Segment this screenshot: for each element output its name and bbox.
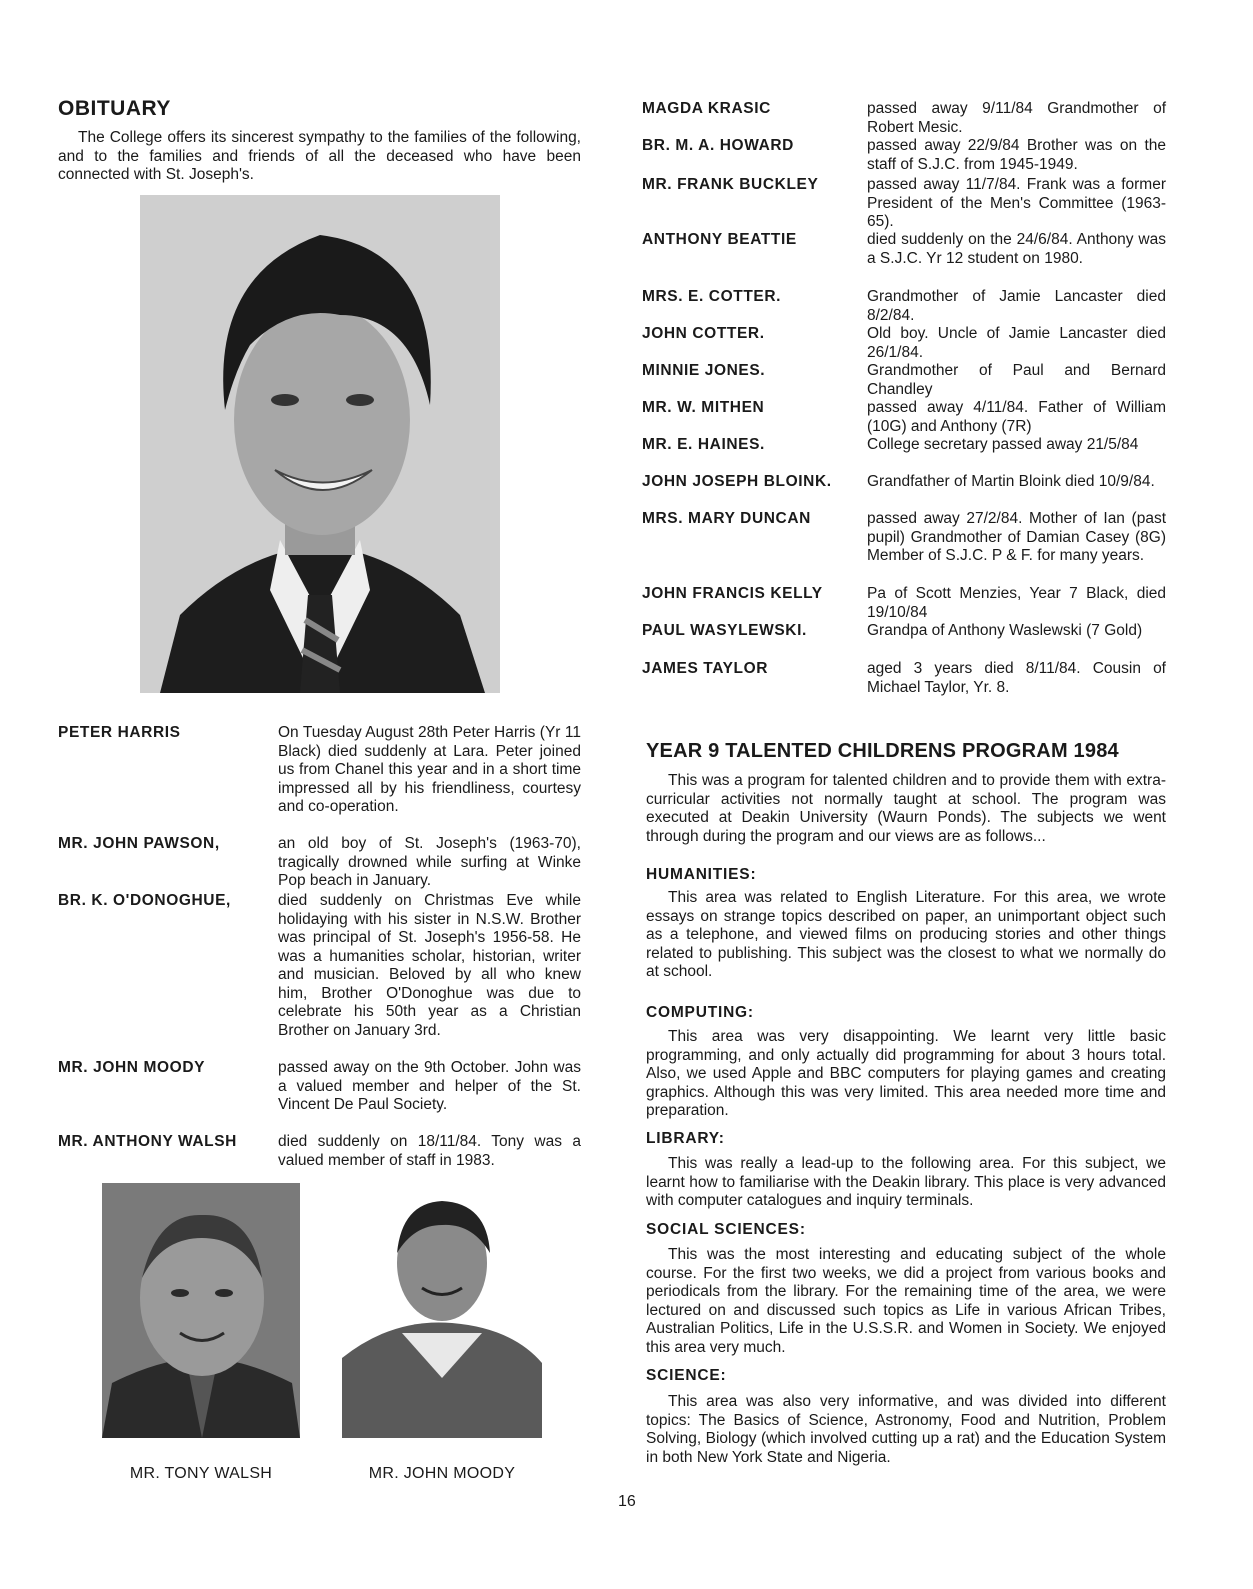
entry-desc: died suddenly on 18/11/84. Tony was a valued member of staff in 1983. [278, 1133, 581, 1169]
obituary-entry [642, 585, 1166, 622]
obituary-entry [58, 1133, 581, 1170]
photo-tony-walsh [102, 1183, 300, 1438]
caption-john-moody: MR. JOHN MOODY [368, 1465, 516, 1482]
obituary-entry [642, 325, 1166, 362]
man-portrait-icon [342, 1183, 542, 1438]
entry-name: MRS. E. COTTER. [642, 288, 782, 305]
man-portrait-icon [102, 1183, 300, 1438]
entry-name: BR. M. A. HOWARD [642, 137, 794, 154]
entry-name: JOHN COTTER. [642, 325, 765, 342]
section-text: This was really a lead-up to the following area. For this subject, we learnt how to familiarise with the Deakin library. This place is very advanced with computer catalogues and inquiry terminals. [646, 1155, 1166, 1209]
entry-name: MR. W. MITHEN [642, 399, 765, 416]
obituary-entry [642, 176, 1166, 232]
obituary-entry [642, 510, 1166, 566]
page-number: 16 [618, 1493, 636, 1510]
entry-desc: Grandfather of Martin Bloink died 10/9/84. [867, 473, 1155, 490]
entry-name: MINNIE JONES. [642, 362, 766, 379]
program-intro: This was a program for talented children and to provide them with extra-curricular activities not normally taught at school. The program was executed at Deakin University (Waurn Ponds). The subjects we went through during the program and our views are as follows... [646, 772, 1166, 845]
entry-desc: College secretary passed away 21/5/84 [867, 436, 1139, 453]
entry-name: JAMES TAYLOR [642, 660, 769, 677]
obituary-entry [642, 137, 1166, 174]
obituary-entry [642, 288, 1166, 325]
entry-desc: passed away on the 9th October. John was a valued member and helper of the St. Vincent De Paul Society. [278, 1059, 581, 1113]
entry-name: ANTHONY BEATTIE [642, 231, 797, 248]
entry-desc: passed away 4/11/84. Father of William (10G) and Anthony (7R) [867, 399, 1166, 435]
obituary-entry [642, 362, 1166, 399]
section-title: SOCIAL SCIENCES: [646, 1221, 806, 1238]
obituary-entry [642, 100, 1166, 137]
program-heading: YEAR 9 TALENTED CHILDRENS PROGRAM 1984 [646, 740, 1119, 762]
entry-desc: Grandmother of Jamie Lancaster died 8/2/84. [867, 288, 1166, 324]
entry-name: MAGDA KRASIC [642, 100, 771, 117]
section-title: HUMANITIES: [646, 866, 757, 883]
section-text: This area was very disappointing. We learnt very little basic programming, and only actually did programming for about 3 hours total. Also, we used Apple and BBC computers for playing games and creating graphics. Although this was very limited. This area needed more time and preparation. [646, 1028, 1166, 1119]
obituary-intro: The College offers its sincerest sympathy to the families of the following, and to the families and friends of all the deceased who have been connected with St. Joseph's. [58, 129, 581, 183]
obituary-entry [58, 835, 581, 891]
section-text: This area was related to English Literature. For this area, we wrote essays on strange topics described on paper, an unimportant object such as a telephone, and viewed films on producing stories and other things related to publishing. This subject was the closest to what we normally do at school. [646, 889, 1166, 980]
obituary-entry [642, 231, 1166, 268]
obituary-entry [642, 660, 1166, 697]
entry-desc: Grandpa of Anthony Waslewski (7 Gold) [867, 622, 1143, 639]
entry-name: JOHN JOSEPH BLOINK. [642, 473, 832, 490]
entry-name: MR. E. HAINES. [642, 436, 765, 453]
entry-desc: passed away 22/9/84 Brother was on the staff of S.J.C. from 1945-1949. [867, 137, 1166, 173]
entry-desc: died suddenly on the 24/6/84. Anthony was a S.J.C. Yr 12 student on 1980. [867, 231, 1166, 267]
section-title: SCIENCE: [646, 1367, 727, 1384]
entry-desc: an old boy of St. Joseph's (1963-70), tragically drowned while surfing at Winke Pop beach in January. [278, 835, 581, 889]
entry-name: MR. JOHN MOODY [58, 1059, 206, 1076]
obituary-heading: OBITUARY [58, 97, 171, 120]
obituary-entry [642, 473, 1166, 492]
entry-desc: passed away 27/2/84. Mother of Ian (past pupil) Grandmother of Damian Casey (8G) Member of S.J.C. P & F. for many years. [867, 510, 1166, 564]
entry-desc: passed away 9/11/84 Grandmother of Robert Mesic. [867, 100, 1166, 136]
entry-name: MR. ANTHONY WALSH [58, 1133, 237, 1150]
obituary-entry [58, 724, 581, 817]
entry-name: JOHN FRANCIS KELLY [642, 585, 823, 602]
caption-tony-walsh: MR. TONY WALSH [129, 1465, 273, 1482]
entry-desc: Old boy. Uncle of Jamie Lancaster died 26/1/84. [867, 325, 1166, 361]
entry-name: MR. FRANK BUCKLEY [642, 176, 819, 193]
obituary-entry [58, 892, 581, 1040]
entry-name: PAUL WASYLEWSKI. [642, 622, 807, 639]
entry-desc: aged 3 years died 8/11/84. Cousin of Michael Taylor, Yr. 8. [867, 660, 1166, 696]
section-title: LIBRARY: [646, 1130, 725, 1147]
entry-name: MR. JOHN PAWSON, [58, 835, 220, 852]
entry-desc: passed away 11/7/84. Frank was a former President of the Men's Committee (1963-65). [867, 176, 1166, 230]
section-text: This was the most interesting and educating subject of the whole course. For the first two weeks, we did a project from various books and periodicals from the library. For the remaining time of the area, we were lectured on and discussed such topics as Life in various African Tribes, Australian Politics, Life in the U.S.S.R. and Women in Society. We enjoyed this area very much. [646, 1246, 1166, 1356]
obituary-entry [58, 1059, 581, 1115]
student-portrait-icon [140, 195, 500, 693]
portrait-photo-peter-harris [140, 195, 500, 693]
section-title: COMPUTING: [646, 1004, 754, 1021]
entry-desc: Pa of Scott Menzies, Year 7 Black, died 19/10/84 [867, 585, 1166, 621]
obituary-entry [642, 399, 1166, 436]
obituary-entry [642, 622, 1166, 641]
entry-desc: Grandmother of Paul and Bernard Chandley [867, 362, 1166, 398]
entry-desc: On Tuesday August 28th Peter Harris (Yr 11 Black) died suddenly at Lara. Peter joined us from Chanel this year and in a short time impressed all by his friendliness, courtesy and co-operation. [278, 724, 581, 815]
entry-name: MRS. MARY DUNCAN [642, 510, 811, 527]
entry-name: PETER HARRIS [58, 724, 181, 741]
photo-john-moody [342, 1183, 542, 1438]
obituary-entry [642, 436, 1166, 455]
section-text: This area was also very informative, and was divided into different topics: The Basics of Science, Astronomy, Food and Nutrition, Problem Solving, Biology (which involved cutting up a rat) and the Education System in both New York State and Nigeria. [646, 1393, 1166, 1466]
entry-desc: died suddenly on Christmas Eve while holidaying with his sister in N.S.W. Brother was principal of St. Joseph's 1956-58. He was a humanities scholar, historian, writer and musician. Beloved by all who knew him, Brother O'Donoghue was due to celebrate his 50th year as a Christian Brother on January 3rd. [278, 892, 581, 1039]
entry-name: BR. K. O'DONOGHUE, [58, 892, 231, 909]
